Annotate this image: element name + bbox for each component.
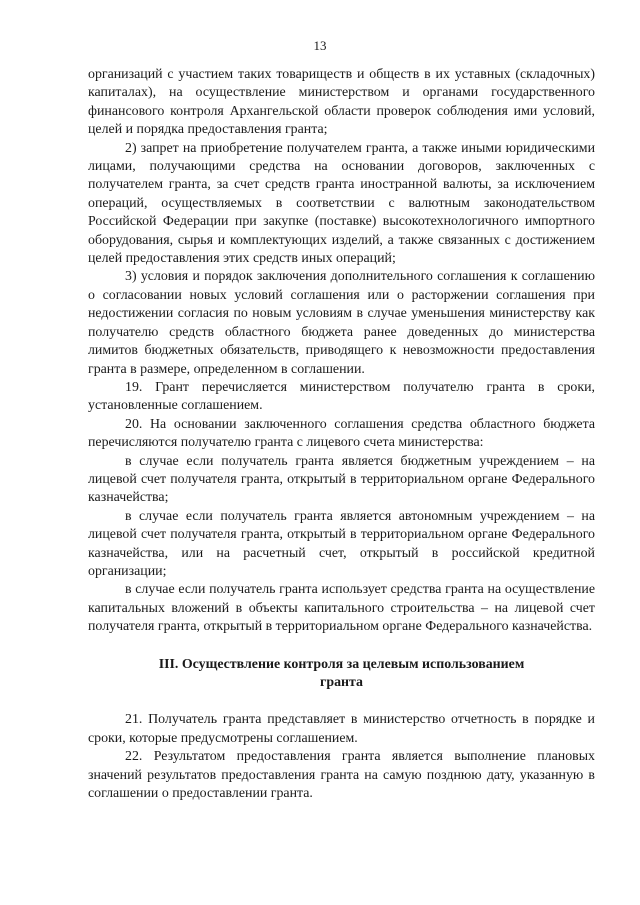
paragraph-20: 20. На основании заключенного соглашения средства областного бюджета перечисляются получателю гранта с лицевого счета министерства: bbox=[88, 416, 595, 451]
page-number: 13 bbox=[313, 38, 327, 53]
paragraph-item-2: 2) запрет на приобретение получателем гранта, а также иными юридическими лицами, получающими средства на основании договоров, заключенных с получателем гранта, за счет средств гранта иностранной валюты, за исключением операций, осуществляемых в соответствии с валютным законодательством Российской Федерации при закупке (поставке) высокотехнологичного импортного оборудования, сырья и комплектующих изделий, а также связанных с достижением целей предоставления этих средств иных операций; bbox=[88, 140, 595, 267]
paragraph-21: 21. Получатель гранта представляет в министерство отчетность в порядке и сроки, которые предусмотрены соглашением. bbox=[88, 712, 595, 746]
section-heading: III. Осуществление контроля за целевым использованием гранта bbox=[158, 656, 525, 690]
paragraph-20-capital-case: в случае если получатель гранта использует средства гранта на осуществление капитальных вложений в объекты капитального строительства – на лицевой счет получателя гранта, открытый в территориальном органе Федерального казначейства. bbox=[88, 582, 595, 635]
paragraph-19: 19. Грант перечисляется министерством получателю гранта в сроки, установленные соглашением. bbox=[88, 379, 595, 414]
paragraph-22: 22. Результатом предоставления гранта является выполнение плановых значений результатов предоставления гранта на самую позднюю дату, указанную в соглашении о предоставлении гранта. bbox=[88, 749, 595, 802]
paragraph-item-3: 3) условия и порядок заключения дополнительного соглашения к соглашению о согласовании новых условий соглашения или о расторжении соглашения при недостижении согласия по новым условиям в случае уменьшения министерству как получателю средств областного бюджета ранее доведенных до министерства лимитов бюджетных обязательств, приводящего к невозможности предоставления гранта в размере, определенном в соглашении. bbox=[88, 269, 595, 377]
paragraph-20-autonomous-case: в случае если получатель гранта является автономным учреждением – на лицевой счет получателя гранта, открытый в территориальном органе Федерального казначейства, или на расчетный счет, открытый в российской кредитной организации; bbox=[88, 508, 595, 579]
paragraph-continuation: организаций с участием таких товариществ и обществ в их уставных (складочных) капиталах), на осуществление министерством и органами государственного финансового контроля Архангельской области проверок соблюдения ими условий, целей и порядка предоставления гранта; bbox=[88, 67, 595, 138]
document-body bbox=[88, 66, 595, 803]
paragraph-20-budget-case: в случае если получатель гранта является бюджетным учреждением – на лицевой счет получателя гранта, открытый в территориальном органе Федерального казначейства; bbox=[88, 453, 595, 506]
